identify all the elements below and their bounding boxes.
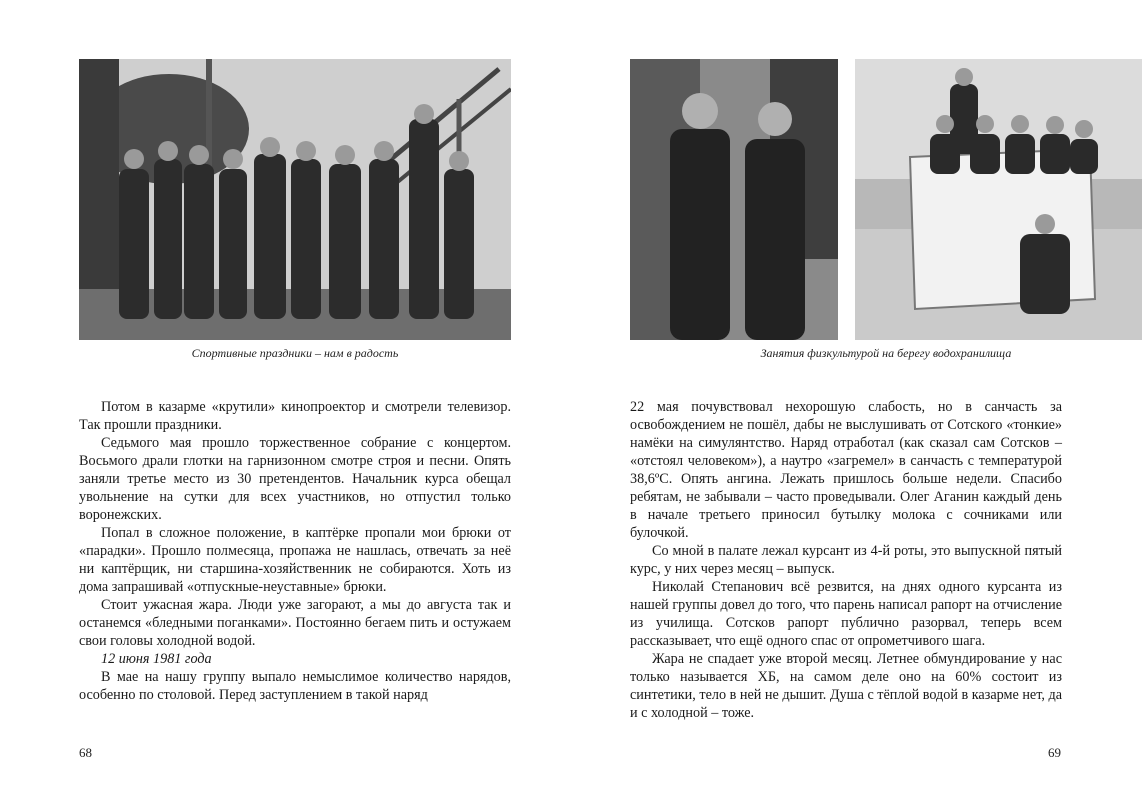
body-text [79, 398, 511, 704]
paragraph: В мае на нашу группу выпало немыслимое количество нарядов, особенно по столовой. Перед заступлением в такой наряд [79, 669, 511, 703]
date-heading: 12 июня 1981 года [101, 651, 212, 667]
photo-beach-group [855, 59, 1142, 340]
paragraph: Попал в сложное положение, в каптёрке пропали мои брюки от «парадки». Прошло полмесяца, пропажа не нашлась, отвечать за неё ни каптёрщик, ни старшина-хозяйственник не собираются. Хоть из дома запрашивай «отпускные-неуставные» брюки. [79, 525, 511, 595]
paragraph: Стоит ужасная жара. Люди уже загорают, а мы до августа так и останемся «бледными поганками». Постоянно бегаем пить и остужаем свои головы холодной водой. [79, 597, 511, 649]
page-number: 69 [1048, 745, 1061, 760]
paragraph: Николай Степанович всё резвится, на днях одного курсанта из нашей группы довел до того, что парень написал рапорт на отчисление из училища. Сотсков рапорт публично разорвал, теперь всем рассказывает, что ещё одного спас от опрометчивого шага. [630, 579, 1062, 649]
body-text [630, 398, 1062, 722]
photo-caption: Занятия физкультурой на берегу водохранилища [760, 346, 1012, 360]
photo-bridge-group [79, 59, 511, 340]
paragraph: Седьмого мая прошло торжественное собрание с концертом. Восьмого драли глотки на гарнизонном смотре строя и песни. Опять заняли третье место из 30 претендентов. Начальник курса обещал увольнение на сутки для всех участников, но отпустил только воронежских. [79, 435, 511, 523]
right-page [571, 0, 1142, 787]
paragraph: Потом в казарме «крутили» кинопроектор и смотрели телевизор. Так прошли праздники. [79, 399, 511, 433]
photo-two-cadets [630, 59, 838, 340]
page-number: 68 [79, 745, 92, 760]
paragraph: Жара не спадает уже второй месяц. Летнее обмундирование у нас только называется ХБ, на самом деле оно на 60% состоит из синтетики, тело в ней не дышит. Душа с тёплой водой в казарме нет, да и с холодной – тоже. [630, 651, 1062, 721]
photo-caption: Спортивные праздники – нам в радость [191, 346, 399, 360]
paragraph: 22 мая почувствовал нехорошую слабость, но в санчасть за освобождением не пошёл, дабы не выслушивать от Сотского «тонкие» намёки на симулянтство. Наряд отработал (как сказал сам Сотсков – «отстоял человеком»), а наутро «загремел» в санчасть с температурой 38,6ºС. Опять ангина. Лежать пришлось больше недели. Спасибо ребятам, не забывали – часто проведывали. Олег Аганин каждый день в начале третьего приносил бутылку молока с сочниками или булочкой. [630, 399, 1062, 541]
paragraph: Со мной в палате лежал курсант из 4-й роты, это выпускной пятый курс, у них через месяц – выпуск. [630, 543, 1062, 577]
